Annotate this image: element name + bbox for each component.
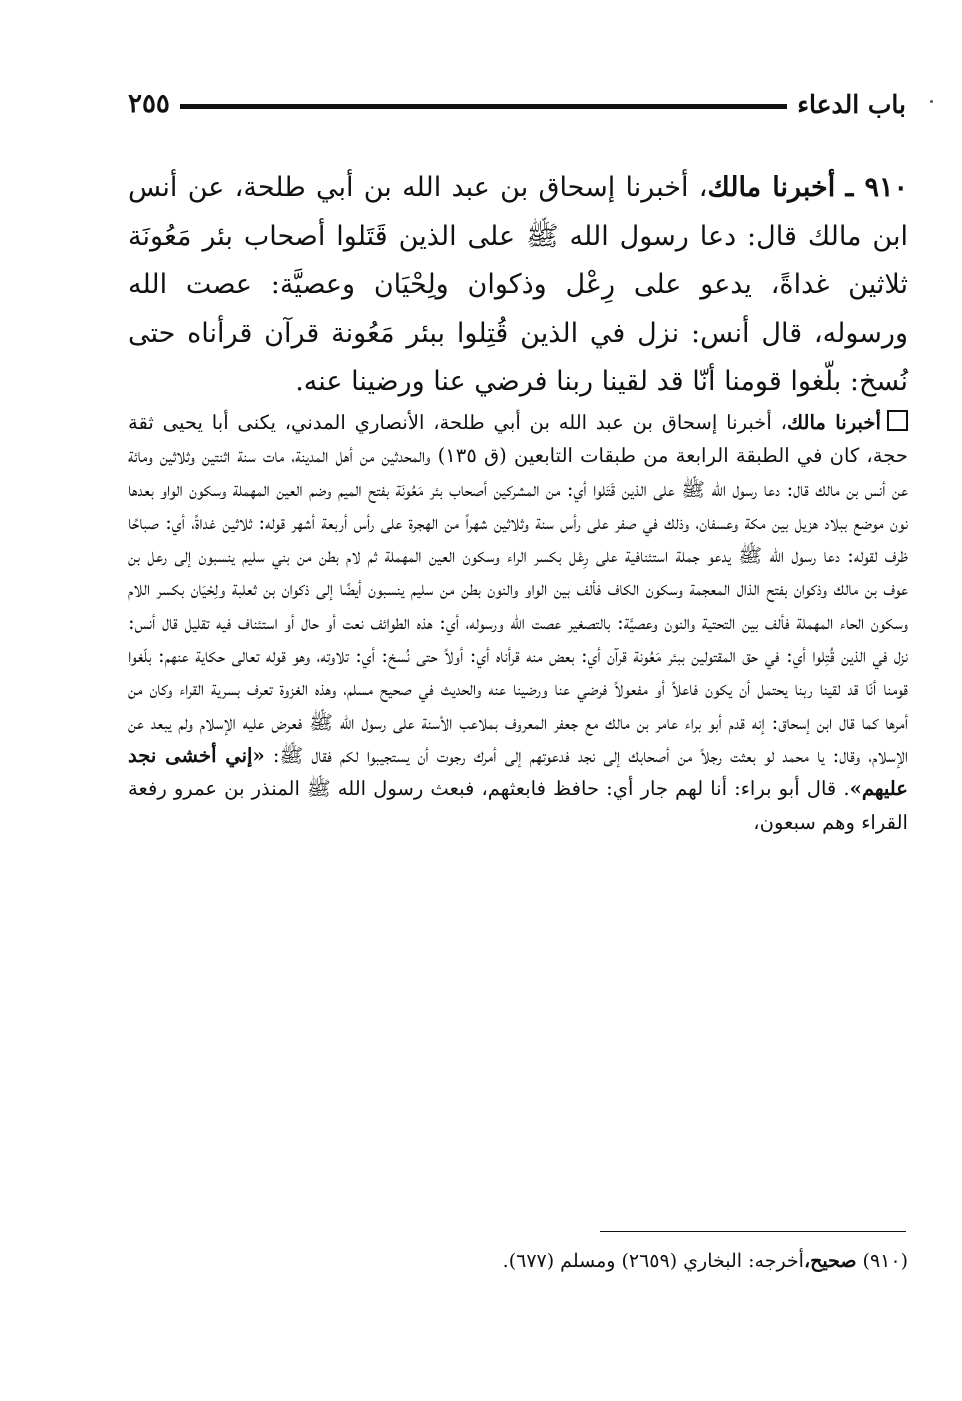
commentary-body-end: . قال أبو براء: أنا لهم جار أي: حافظ فابعثهم، فبعث رسول الله ﷺ المنذر بن عمرو رفعة القراء وهم سبعون، (128, 777, 908, 834)
commentary-text (128, 406, 908, 839)
footnote (128, 1250, 908, 1272)
page-number: ٢٥٥ (128, 89, 170, 119)
commentary-lead: أخبرنا مالك (786, 411, 881, 434)
hadith-number: ٩١٠ ـ (845, 172, 908, 203)
footnote-rule (600, 1231, 906, 1232)
hadith-body: ، أخبرنا إسحاق بن عبد الله بن أبي طلحة، عن أنس ابن مالك قال: دعا رسول الله ﷺ على الذين قَتَلوا أصحاب بئر مَعُونَة ثلاثين غداةً، يدعو على رِعْل وذكوان ولِحْيَان وعصيَّة: عصت الله ورسوله، قال أنس: نزل في الذين قُتِلوا ببئر مَعُونة قرآن قرأناه حتى نُسخ: بلّغوا قومنا أنّا قد لقينا ربنا فرضي عنا ورضينا عنه. (128, 172, 908, 397)
commentary-quote: «إني أخشى نجد عليهم» (128, 743, 908, 801)
hadith-text (128, 164, 908, 407)
header-rule (180, 104, 787, 109)
hadith-narrator: أخبرنا مالك (707, 172, 836, 203)
margin-dot (930, 100, 933, 103)
footnote-number: (٩١٠) (862, 1250, 908, 1272)
page-header (128, 86, 906, 122)
footnote-grade: صحيح، (803, 1250, 857, 1272)
footnote-text: أخرجه: البخاري (٢٦٥٩) ومسلم (٦٧٧). (502, 1250, 804, 1272)
chapter-title: باب الدعاء (797, 89, 906, 119)
commentary-body: ، أخبرنا إسحاق بن عبد الله بن أبي طلحة، الأنصاري المدني، يكنى أبا يحيى ثقة حجة، كان في الطبقة الرابعة من طبقات التابعين (ق ١٣٥) والمحدثين من أهل المدينة، مات سنة اثنتين وثلاثين ومائة عن أنس بن مالك قال: دعا رسول الله ﷺ على الذين قَتَلوا أي: من المشركين أصحاب بئر مَعُونَة بفتح الميم وضم العين المهملة وسكون الواو بعدها نون موضع ببلاد هزيل بين مكة وعسفان، وذلك في صفر على رأس سنة وثلاثين شهراً من الهجرة على رأس أربعة أشهر قوله: ثلاثين غداةً، أي: صباحًا ظرف لقوله: دعا رسول الله ﷺ يدعو جملة استئنافية على رِعْل بكسر الراء وسكون العين المهملة ثم لام بطن من بني سليم ينسبون إلى رعل بن عوف بن مالك وذكوان بفتح الذال المعجمة وسكون الكاف فألف بين الواو والنون بطن من سليم ينسبون أيضًا إلى ذكوان بن ثعلبة ولِحْيَان بكسر اللام وسكون الحاء المهملة فألف بين التحتية والنون وعصيَّة: بالتصغير عصت الله ورسوله، أي: هذه الطوائف نعت أو حال أو استئناف فيه تقليل قال أنس: نزل في الذين قُتِلوا أي: في حق المقتولين ببئر مَعُونة قرآن أي: بعض منه قرأناه أي: أولاً حتى نُسخ: أي: تلاوته، وهو قوله تعالى حكاية عنهم: بلّغوا قومنا أنّا قد لقينا ربنا يحتمل أن يكون فاعلاً أو مفعولاً فرضي عنا ورضينا عنه والحديث في صحيح مسلم، وهذه الغزوة تعرف بسرية القراء وكان من أمرها كما قال ابن إسحاق: إنه قدم أبو براء عامر بن مالك مع جعفر المعروف بملاعب الأسنة على رسول الله ﷺ فعرض عليه الإسلام ولم يبعد عن الإسلام، وقال: يا محمد لو بعثت رجلاً من أصحابك إلى نجد فدعوتهم إلى أمرك رجوت أن يستجيبوا لكم فقال ﷺ: (128, 411, 909, 767)
square-marker-icon (887, 410, 908, 431)
